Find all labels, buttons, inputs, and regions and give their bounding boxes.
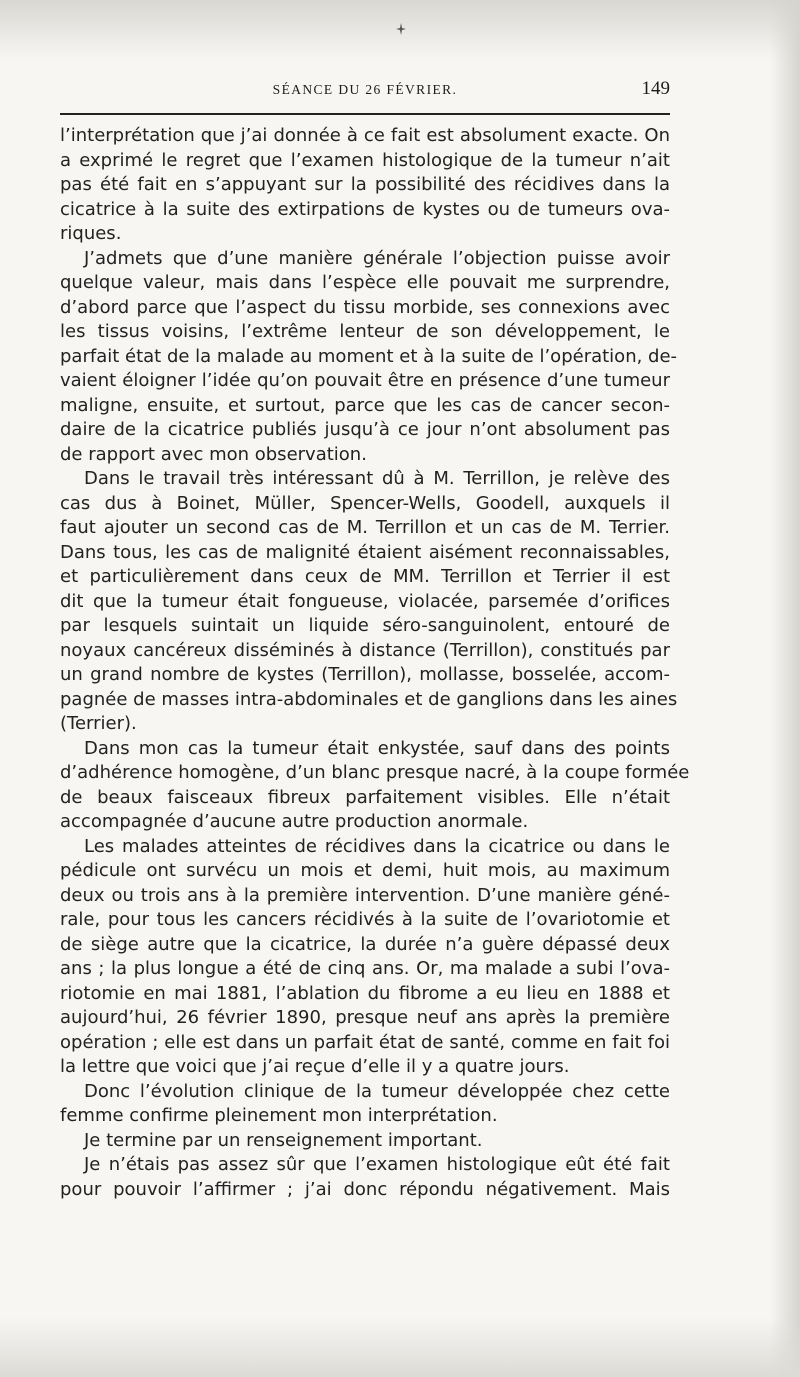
text-line: (Terrier). <box>60 713 137 734</box>
text-line: pagnée de masses intra-abdominales et de ganglions dans les aines <box>60 688 678 710</box>
text-line: pas été fait en s’appuyant sur la possibilité des récidives dans la <box>60 174 670 195</box>
text-line: rale, pour tous les cancers récidivés à la suite de l’ovariotomie et <box>60 909 670 930</box>
paragraph <box>60 247 678 468</box>
text-line: Je termine par un renseignement important. <box>84 1129 483 1151</box>
text-line: et particulièrement dans ceux de MM. Terrillon et Terrier il est <box>60 566 670 587</box>
text-line: maligne, ensuite, et surtout, parce que les cas de cancer secon- <box>60 394 670 416</box>
text-line: deux ou trois ans à la première intervention. D’une manière géné- <box>60 884 670 906</box>
text-line: ans ; la plus longue a été de cinq ans. Or, ma malade a subi l’ova- <box>60 958 670 979</box>
text-line: faut ajouter un second cas de M. Terrillon et un cas de M. Terrier. <box>60 517 670 538</box>
text-line: d’adhérence homogène, d’un blanc presque nacré, à la coupe formée <box>60 762 690 783</box>
text-line: noyaux cancéreux disséminés à distance (Terrillon), constitués par <box>60 639 670 661</box>
paragraph <box>60 835 670 1080</box>
text-line: pour pouvoir l’affirmer ; j’ai donc répondu négativement. Mais <box>60 1178 670 1200</box>
text-line: la lettre que voici que j’ai reçue d’elle il y a quatre jours. <box>60 1056 570 1077</box>
text-line: J’admets que d’une manière générale l’objection puisse avoir <box>84 247 670 269</box>
running-header <box>60 78 670 102</box>
text-line: par lesquels suintait un liquide séro-sanguinolent, entouré de <box>60 615 670 636</box>
text-line: riotomie en mai 1881, l’ablation du fibrome a eu lieu en 1888 et <box>60 982 670 1004</box>
text-line: femme confirme pleinement mon interprétation. <box>60 1105 498 1126</box>
text-line: vaient éloigner l’idée qu’on pouvait être en présence d’une tumeur <box>60 370 670 391</box>
running-title: SÉANCE DU 26 FÉVRIER. <box>272 82 458 97</box>
text-line: parfait état de la malade au moment et à la suite de l’opération, de- <box>60 345 678 367</box>
page-shadow-bottom <box>0 1317 800 1377</box>
text-line: Je n’étais pas assez sûr que l’examen histologique eût été fait <box>84 1154 670 1175</box>
text-line: cicatrice à la suite des extirpations de kystes ou de tumeurs ova- <box>60 198 670 220</box>
text-line: l’interprétation que j’ai donnée à ce fait est absolument exacte. On <box>60 125 670 146</box>
text-line: riques. <box>60 223 122 244</box>
paragraph <box>60 737 690 835</box>
text-line: de rapport avec mon observation. <box>60 443 367 465</box>
text-line: Dans mon cas la tumeur était enkystée, sauf dans des points <box>84 737 670 759</box>
paragraph <box>60 467 678 737</box>
text-line: aujourd’hui, 26 février 1890, presque neuf ans après la première <box>60 1007 670 1028</box>
text-line: pédicule ont survécu un mois et demi, huit mois, au maximum <box>60 860 670 881</box>
page-number: 149 <box>641 78 670 99</box>
page-shadow-right <box>770 0 800 1377</box>
text-line: de siège autre que la cicatrice, la durée n’a guère dépassé deux <box>60 933 670 955</box>
text-line: Donc l’évolution clinique de la tumeur développée chez cette <box>84 1080 670 1102</box>
paragraph <box>60 1153 670 1202</box>
text-line: d’abord parce que l’aspect du tissu morbide, ses connexions avec <box>60 296 670 318</box>
text-line: les tissus voisins, l’extrême lenteur de son développement, le <box>60 321 670 342</box>
text-line: daire de la cicatrice publiés jusqu’à ce jour n’ont absolument pas <box>60 419 670 440</box>
text-line: accompagnée d’aucune autre production anormale. <box>60 811 529 832</box>
text-line: opération ; elle est dans un parfait état de santé, comme en fait foi <box>60 1031 670 1053</box>
paragraph <box>60 1129 670 1154</box>
text-line: a exprimé le regret que l’examen histologique de la tumeur n’ait <box>60 149 670 171</box>
ink-speck-icon <box>394 22 408 36</box>
header-rule <box>60 113 670 115</box>
paragraph <box>60 1080 670 1129</box>
text-line: quelque valeur, mais dans l’espèce elle pouvait me surprendre, <box>60 272 670 293</box>
text-line: de beaux faisceaux fibreux parfaitement visibles. Elle n’était <box>60 786 670 808</box>
text-line: Dans le travail très intéressant dû à M. Terrillon, je relève des <box>84 468 670 489</box>
text-line: Dans tous, les cas de malignité étaient aisément reconnaissables, <box>60 541 670 563</box>
text-line: Les malades atteintes de récidives dans la cicatrice ou dans le <box>84 835 670 857</box>
text-line: un grand nombre de kystes (Terrillon), mollasse, bosselée, accom- <box>60 664 670 685</box>
paragraph <box>60 124 670 247</box>
text-line: dit que la tumeur était fongueuse, violacée, parsemée d’orifices <box>60 590 670 612</box>
body-text <box>60 124 690 1202</box>
text-line: cas dus à Boinet, Müller, Spencer-Wells, Goodell, auxquels il <box>60 492 670 514</box>
